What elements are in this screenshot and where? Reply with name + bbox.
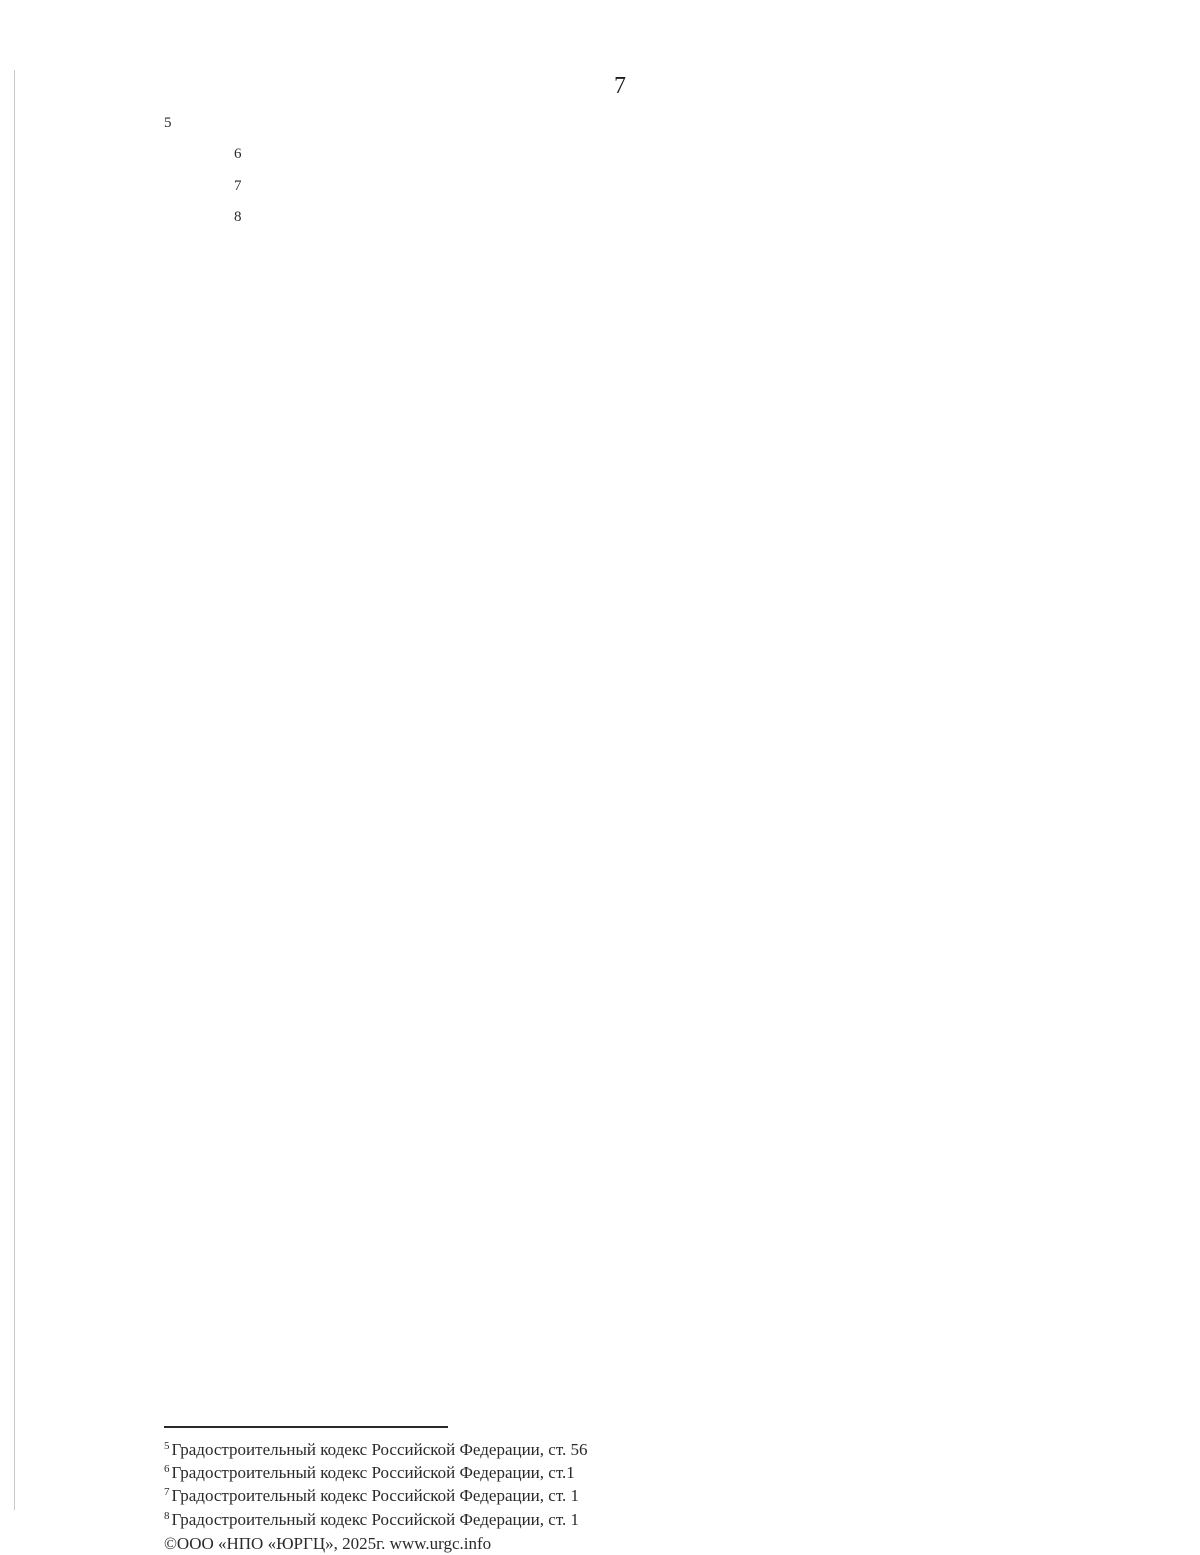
- page-number: 7: [614, 73, 626, 99]
- footnote-item: [164, 1438, 1064, 1461]
- footnote-text: Градостроительный кодекс Российской Федерации, ст. 1: [171, 1486, 579, 1506]
- paragraph-urban-regulation: [164, 207, 1082, 238]
- footnote-ref-7: 7: [234, 177, 242, 194]
- paragraph-urban-planning-activity: [164, 144, 1082, 175]
- footnote-number: 8: [164, 1509, 170, 1522]
- footnote-item: [164, 1461, 1064, 1484]
- footnote-ref-8: 8: [234, 209, 242, 226]
- copyright-line: ©ООО «НПО «ЮРГЦ», 2025г. www.urgc.info: [164, 1534, 492, 1553]
- footnotes: [164, 1438, 1064, 1531]
- footnote-number: 7: [164, 1486, 170, 1499]
- footnote-text: Градостроительный кодекс Российской Федерации, ст. 1: [171, 1509, 579, 1529]
- footnote-ref-5: 5: [164, 115, 172, 131]
- footnote-text: Градостроительный кодекс Российской Федерации, ст.1: [171, 1463, 575, 1483]
- footnote-item: [164, 1484, 1064, 1507]
- scan-edge-line: [14, 70, 15, 1510]
- footnote-ref-6: 6: [234, 146, 242, 163]
- footnote-text: Градостроительный кодекс Российской Федерации, ст. 56: [171, 1440, 588, 1459]
- footnote-number: 6: [164, 1463, 170, 1476]
- paragraph-urban-zoning: [164, 176, 1082, 207]
- footnote-separator: [164, 1426, 448, 1428]
- paragraph-information-systems: [164, 113, 1082, 144]
- footnote-item: [164, 1508, 1064, 1531]
- footnote-number: 5: [164, 1440, 170, 1452]
- document-body: [164, 113, 1082, 239]
